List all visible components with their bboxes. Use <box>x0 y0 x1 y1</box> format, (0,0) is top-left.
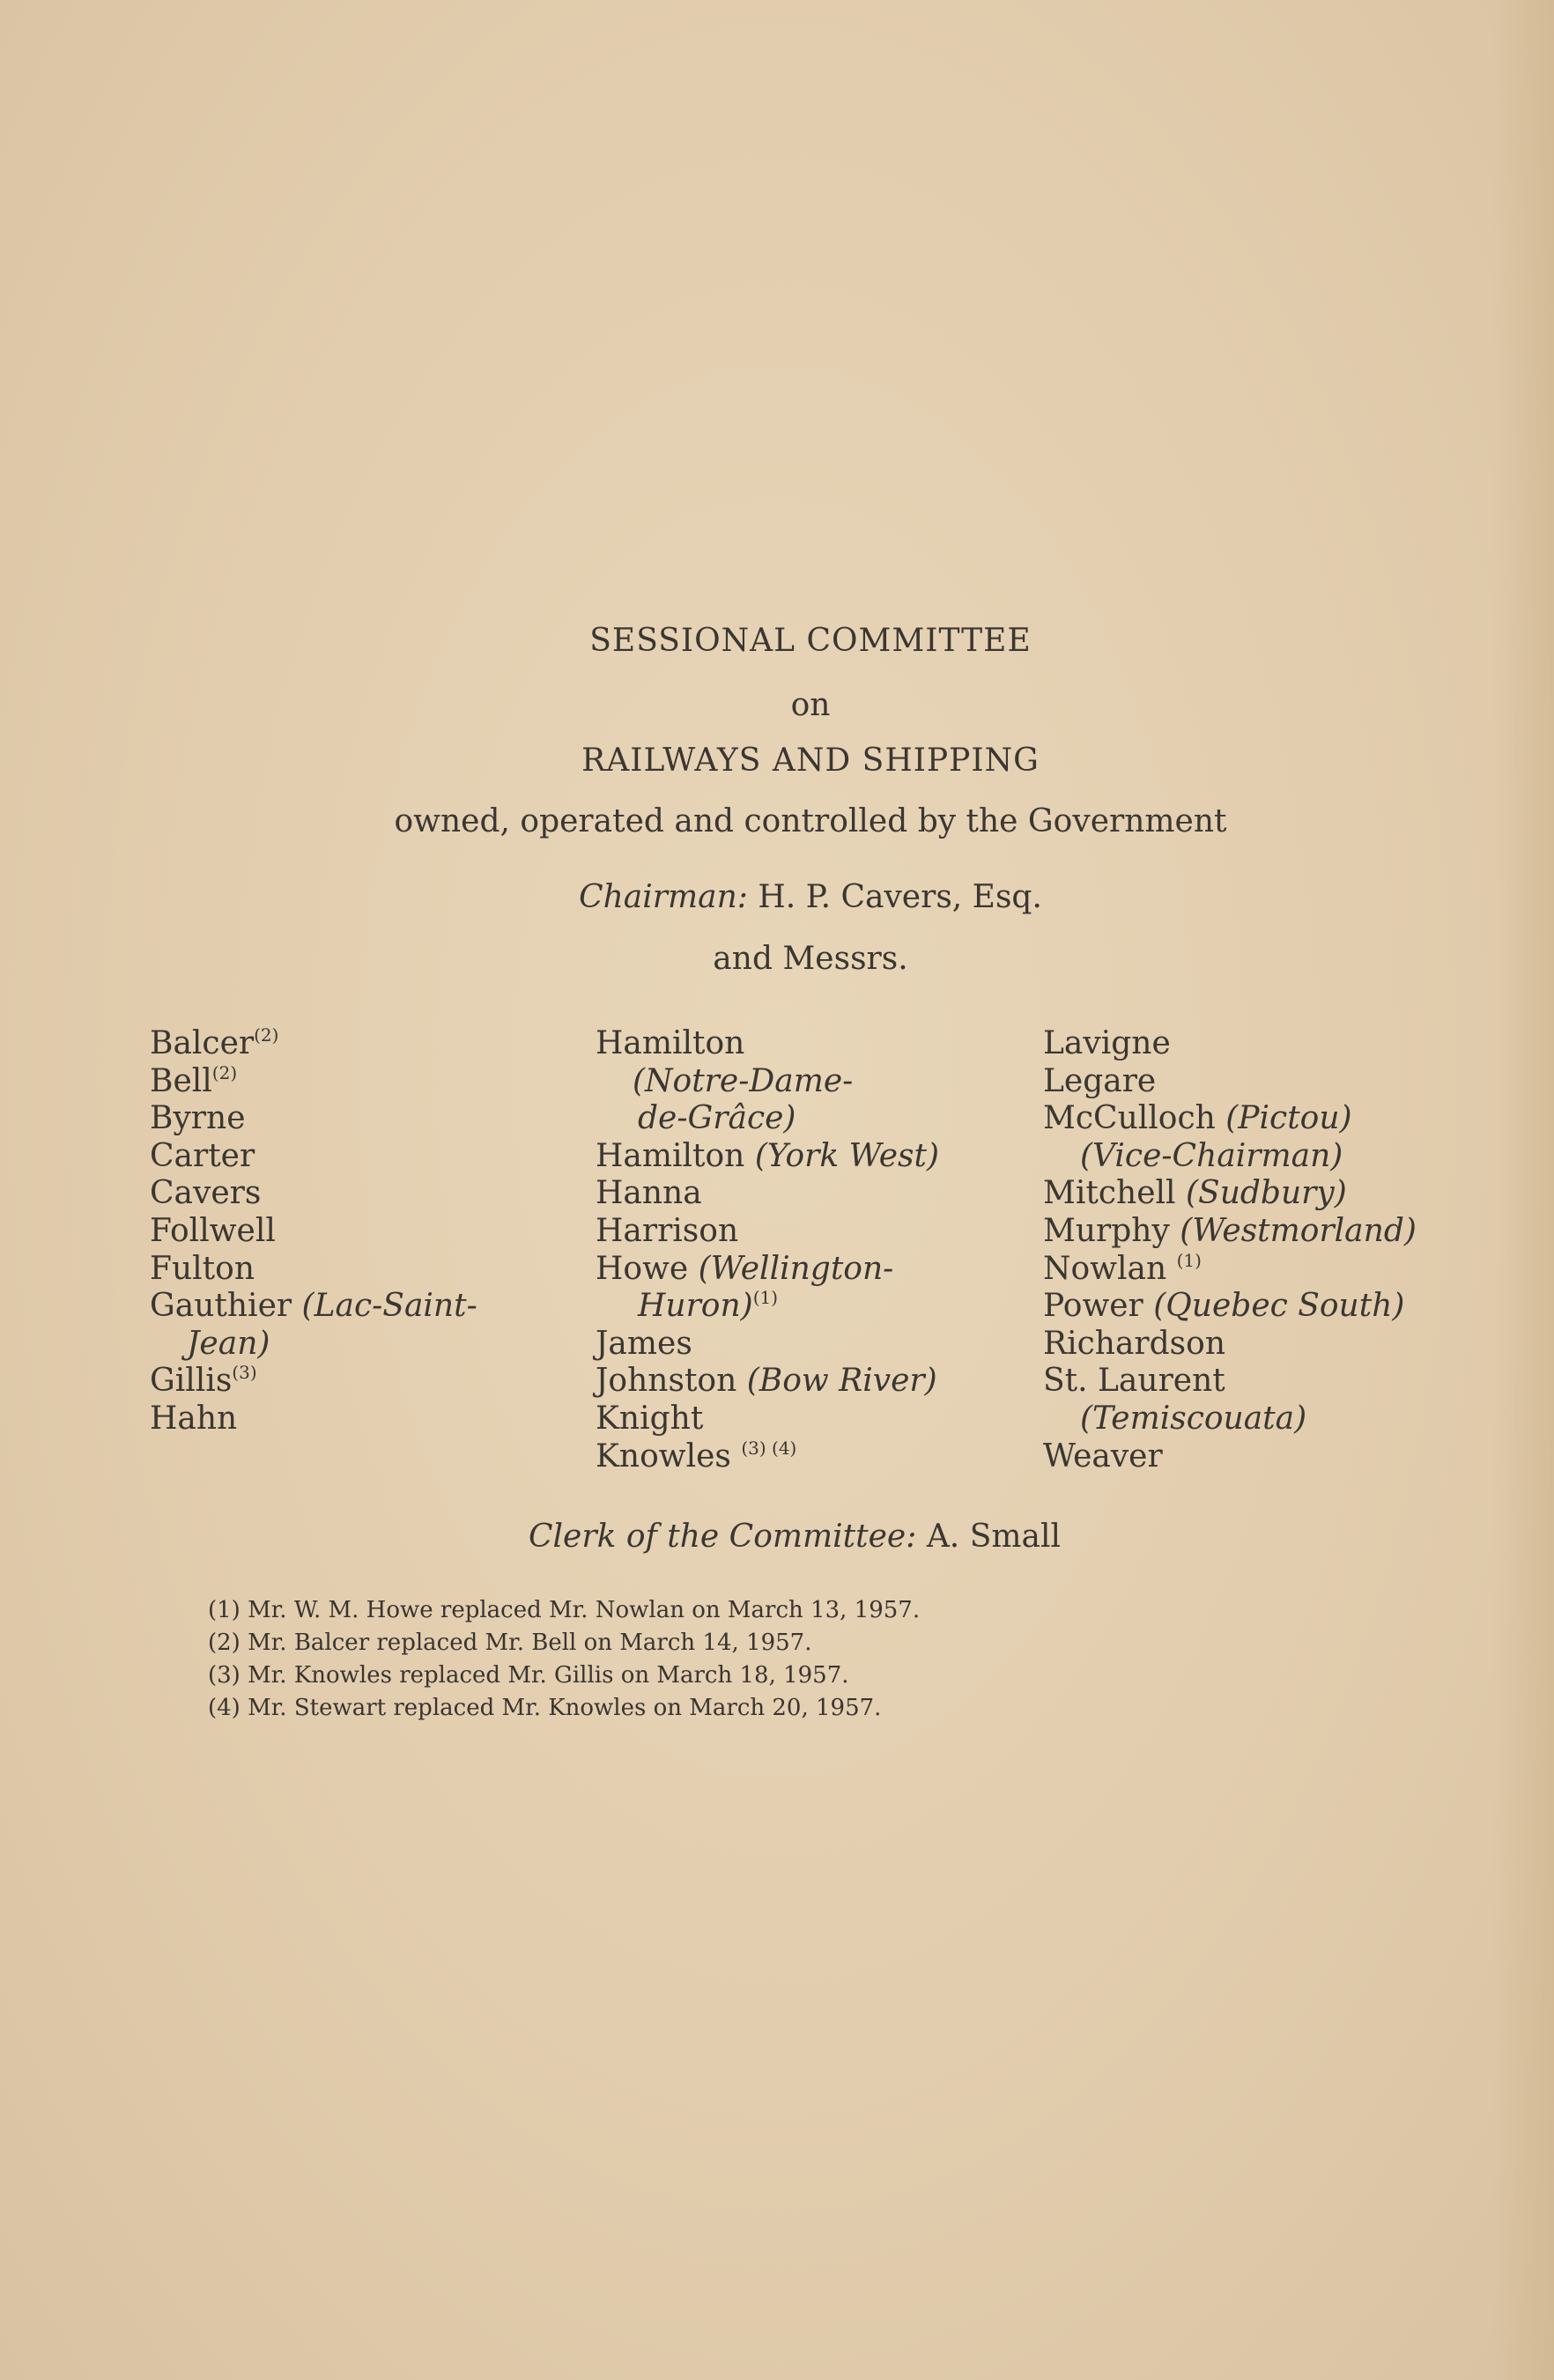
member-continuation: (Vice-Chairman) <box>1080 1137 1343 1174</box>
member: Gillis$^{(3)}$ <box>150 1362 257 1400</box>
member: James <box>596 1325 692 1362</box>
member: Power (Quebec South) <box>1043 1288 1405 1325</box>
member: Legare <box>1043 1062 1157 1099</box>
chairman-name: H. P. Cavers, Esq. <box>758 879 1042 915</box>
page-edge-shadow <box>1492 0 1554 2380</box>
member: Hahn <box>150 1400 238 1437</box>
member: Cavers <box>150 1175 262 1212</box>
clerk-line <box>0 1519 1554 1555</box>
committee-description: owned, operated and controlled by the Government <box>394 803 1227 839</box>
member: Hamilton (York West) <box>596 1137 939 1174</box>
member: Bell$^{(2)}$ <box>150 1061 238 1099</box>
member: Richardson <box>1043 1325 1226 1362</box>
footnotes <box>208 1594 920 1725</box>
member: Johnston (Bow River) <box>596 1363 937 1400</box>
committee-title: SESSIONAL COMMITTEE <box>589 623 1032 659</box>
members-column-3 <box>1043 1025 1417 1475</box>
member: Hanna <box>596 1175 702 1212</box>
clerk-label: Clerk of the Committee: <box>529 1519 917 1555</box>
chairman-line <box>0 879 1554 915</box>
committee-title-on: on <box>790 687 831 723</box>
clerk-name: A. Small <box>926 1519 1061 1555</box>
footnote: (1) Mr. W. M. Howe replaced Mr. Nowlan on March 13, 1957. <box>208 1597 921 1623</box>
member: Mitchell (Sudbury) <box>1043 1175 1347 1212</box>
member: Harrison <box>596 1212 739 1249</box>
member: Byrne <box>150 1100 246 1137</box>
footnote: (2) Mr. Balcer replaced Mr. Bell on March 14, 1957. <box>208 1630 812 1656</box>
member-continuation: (Notre-Dame- <box>633 1062 854 1099</box>
chairman-label: Chairman: <box>579 879 748 915</box>
member: Balcer$^{(2)}$ <box>150 1024 279 1061</box>
member: Howe (Wellington- <box>596 1250 894 1287</box>
member: Lavigne <box>1043 1025 1171 1061</box>
member: St. Laurent <box>1043 1363 1225 1400</box>
member: Knowles $^{(3) (4)}$ <box>596 1437 797 1475</box>
member: Knight <box>596 1400 704 1437</box>
member: Follwell <box>150 1212 276 1249</box>
member-continuation: Jean) <box>187 1325 270 1362</box>
member: Hamilton <box>596 1025 745 1061</box>
footnote: (3) Mr. Knowles replaced Mr. Gillis on March 18, 1957. <box>208 1662 849 1689</box>
member-continuation: Huron)$^{(1)}$ <box>638 1287 779 1325</box>
member-continuation: de-Grâce) <box>638 1100 796 1137</box>
members-column-1 <box>150 1025 477 1438</box>
member: Weaver <box>1043 1438 1163 1475</box>
member: Fulton <box>150 1250 255 1287</box>
footnote: (4) Mr. Stewart replaced Mr. Knowles on March 20, 1957. <box>208 1695 882 1721</box>
member: McCulloch (Pictou) <box>1043 1100 1352 1137</box>
member: Gauthier (Lac-Saint- <box>150 1288 477 1325</box>
committee-subject: RAILWAYS AND SHIPPING <box>581 743 1040 779</box>
and-messrs: and Messrs. <box>713 941 908 977</box>
members-column-2 <box>596 1025 939 1475</box>
member: Nowlan $^{(1)}$ <box>1043 1249 1202 1287</box>
member-continuation: (Temiscouata) <box>1080 1400 1307 1437</box>
member: Carter <box>150 1137 255 1174</box>
member: Murphy (Westmorland) <box>1043 1212 1417 1249</box>
